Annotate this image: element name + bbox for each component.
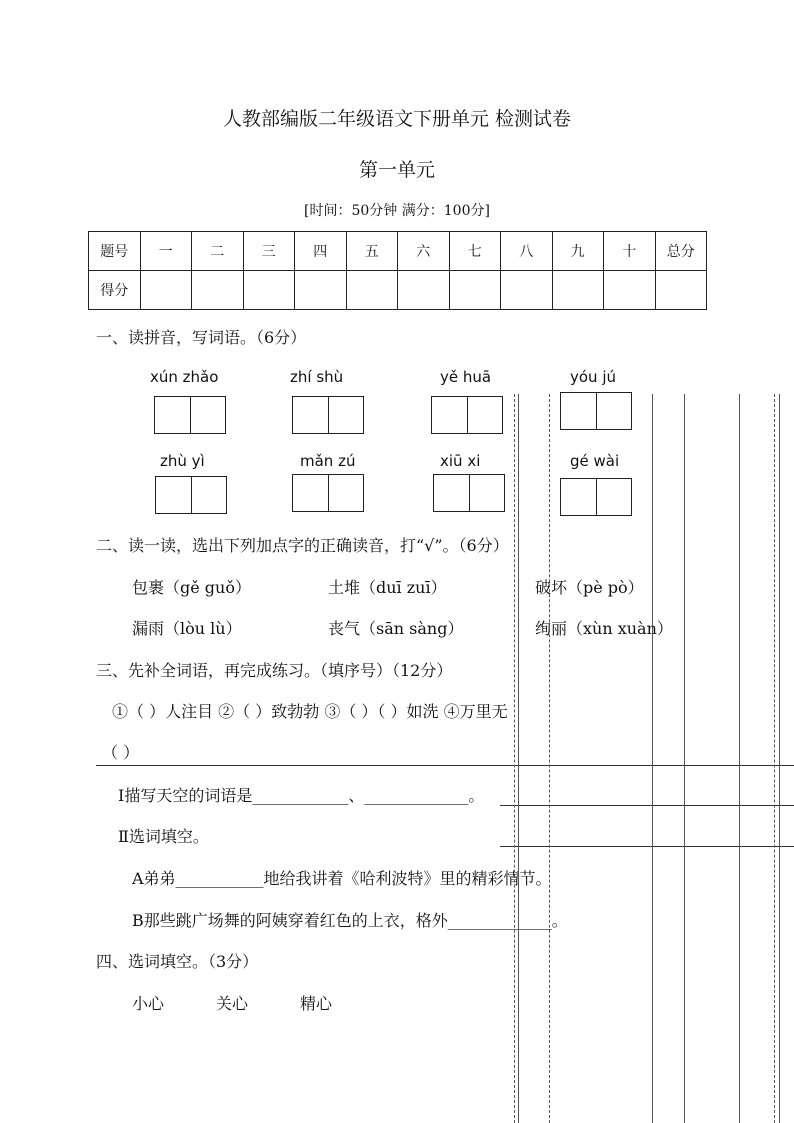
score-cell[interactable]: [398, 271, 450, 310]
score-col-6: 六: [398, 232, 450, 271]
scan-line: [518, 394, 519, 1123]
scan-line: [549, 394, 550, 1123]
pinyin-label: mǎn zú: [300, 452, 356, 470]
idiom-fill-line: ①（ ）人注目 ②（ ）致勃勃 ③（ ）（ ）如洗 ④万里无: [112, 702, 508, 721]
score-cell[interactable]: [192, 271, 244, 310]
scan-line: [684, 394, 685, 1123]
section4-heading: 四、选词填空。（3分）: [96, 952, 259, 971]
divider-line: [500, 805, 794, 806]
section2-heading: 二、读一读，选出下列加点字的正确读音，打“√”。（6分）: [96, 536, 509, 555]
reading-choice-item[interactable]: 漏雨（lòu lù）: [132, 619, 242, 638]
scan-line: [739, 394, 740, 1123]
score-col-9: 九: [552, 232, 604, 271]
question-sky-words: Ⅰ描写天空的词语是____________、_____________。: [118, 786, 485, 805]
writing-grid[interactable]: [433, 474, 505, 512]
writing-grid[interactable]: [155, 476, 227, 514]
score-cell[interactable]: [243, 271, 295, 310]
reading-choice-item[interactable]: 包裹（gě guǒ）: [132, 578, 251, 597]
score-cell[interactable]: [295, 271, 347, 310]
reading-choice-item[interactable]: 破坏（pè pò）: [535, 578, 644, 597]
word-option: 关心: [216, 994, 249, 1013]
reading-choice-item[interactable]: 绚丽（xùn xuàn）: [535, 619, 673, 638]
time-info: [时间：50分钟 满分：100分]: [304, 203, 490, 219]
section3-heading: 三、先补全词语，再完成练习。（填序号）（12分）: [96, 661, 453, 680]
question-a: A弟弟___________地给我讲着《哈利波特》里的精彩情节。: [132, 869, 552, 888]
score-cell[interactable]: [346, 271, 398, 310]
score-table-score-row: [89, 271, 707, 310]
score-cell[interactable]: [552, 271, 604, 310]
pinyin-label: gé wài: [570, 452, 620, 470]
score-col-2: 二: [192, 232, 244, 271]
writing-grid[interactable]: [560, 392, 632, 430]
scan-line: [652, 394, 653, 1123]
score-col-4: 四: [295, 232, 347, 271]
divider-line: [500, 846, 794, 847]
reading-choice-item[interactable]: 土堆（duī zuī）: [328, 578, 447, 597]
section1-heading: 一、读拼音，写词语。（6分）: [96, 328, 307, 347]
score-col-total: 总分: [655, 232, 707, 271]
score-col-10: 十: [604, 232, 656, 271]
score-table-header-row: [89, 232, 707, 271]
scan-line: [779, 394, 780, 1123]
score-header-label: 题号: [89, 232, 141, 271]
score-cell[interactable]: [449, 271, 501, 310]
pinyin-label: zhù yì: [160, 452, 205, 470]
pinyin-label: xún zhǎo: [150, 368, 219, 386]
score-col-7: 七: [449, 232, 501, 271]
word-option: 小心: [132, 994, 165, 1013]
pinyin-label: yě huā: [440, 368, 492, 386]
score-cell[interactable]: [655, 271, 707, 310]
reading-choice-item[interactable]: 丧气（sān sàng）: [328, 619, 464, 638]
writing-grid[interactable]: [154, 396, 226, 434]
pinyin-label: xiū xi: [440, 452, 481, 470]
score-table: [88, 231, 707, 310]
unit-subtitle: 第一单元: [358, 159, 435, 181]
writing-grid[interactable]: [292, 474, 364, 512]
divider-line: [96, 765, 794, 766]
scan-line: [774, 394, 775, 1123]
question-fill-label: Ⅱ选词填空。: [118, 827, 209, 846]
page-title: 人教部编版二年级语文下册单元 检测试卷: [222, 108, 572, 130]
score-cell[interactable]: [140, 271, 192, 310]
pinyin-label: zhí shù: [290, 368, 344, 386]
idiom-fill-line-cont: （ ）: [102, 743, 140, 762]
score-cell[interactable]: [604, 271, 656, 310]
writing-grid[interactable]: [560, 478, 632, 516]
question-b: B那些跳广场舞的阿姨穿着红色的上衣，格外_____________。: [132, 911, 568, 930]
score-col-5: 五: [346, 232, 398, 271]
scan-line: [514, 394, 515, 1123]
pinyin-label: yóu jú: [570, 368, 617, 386]
score-col-3: 三: [243, 232, 295, 271]
writing-grid[interactable]: [292, 396, 364, 434]
writing-grid[interactable]: [431, 396, 503, 434]
word-option: 精心: [300, 994, 333, 1013]
score-col-8: 八: [501, 232, 553, 271]
score-col-1: 一: [140, 232, 192, 271]
score-cell[interactable]: [501, 271, 553, 310]
score-row-label: 得分: [89, 271, 141, 310]
